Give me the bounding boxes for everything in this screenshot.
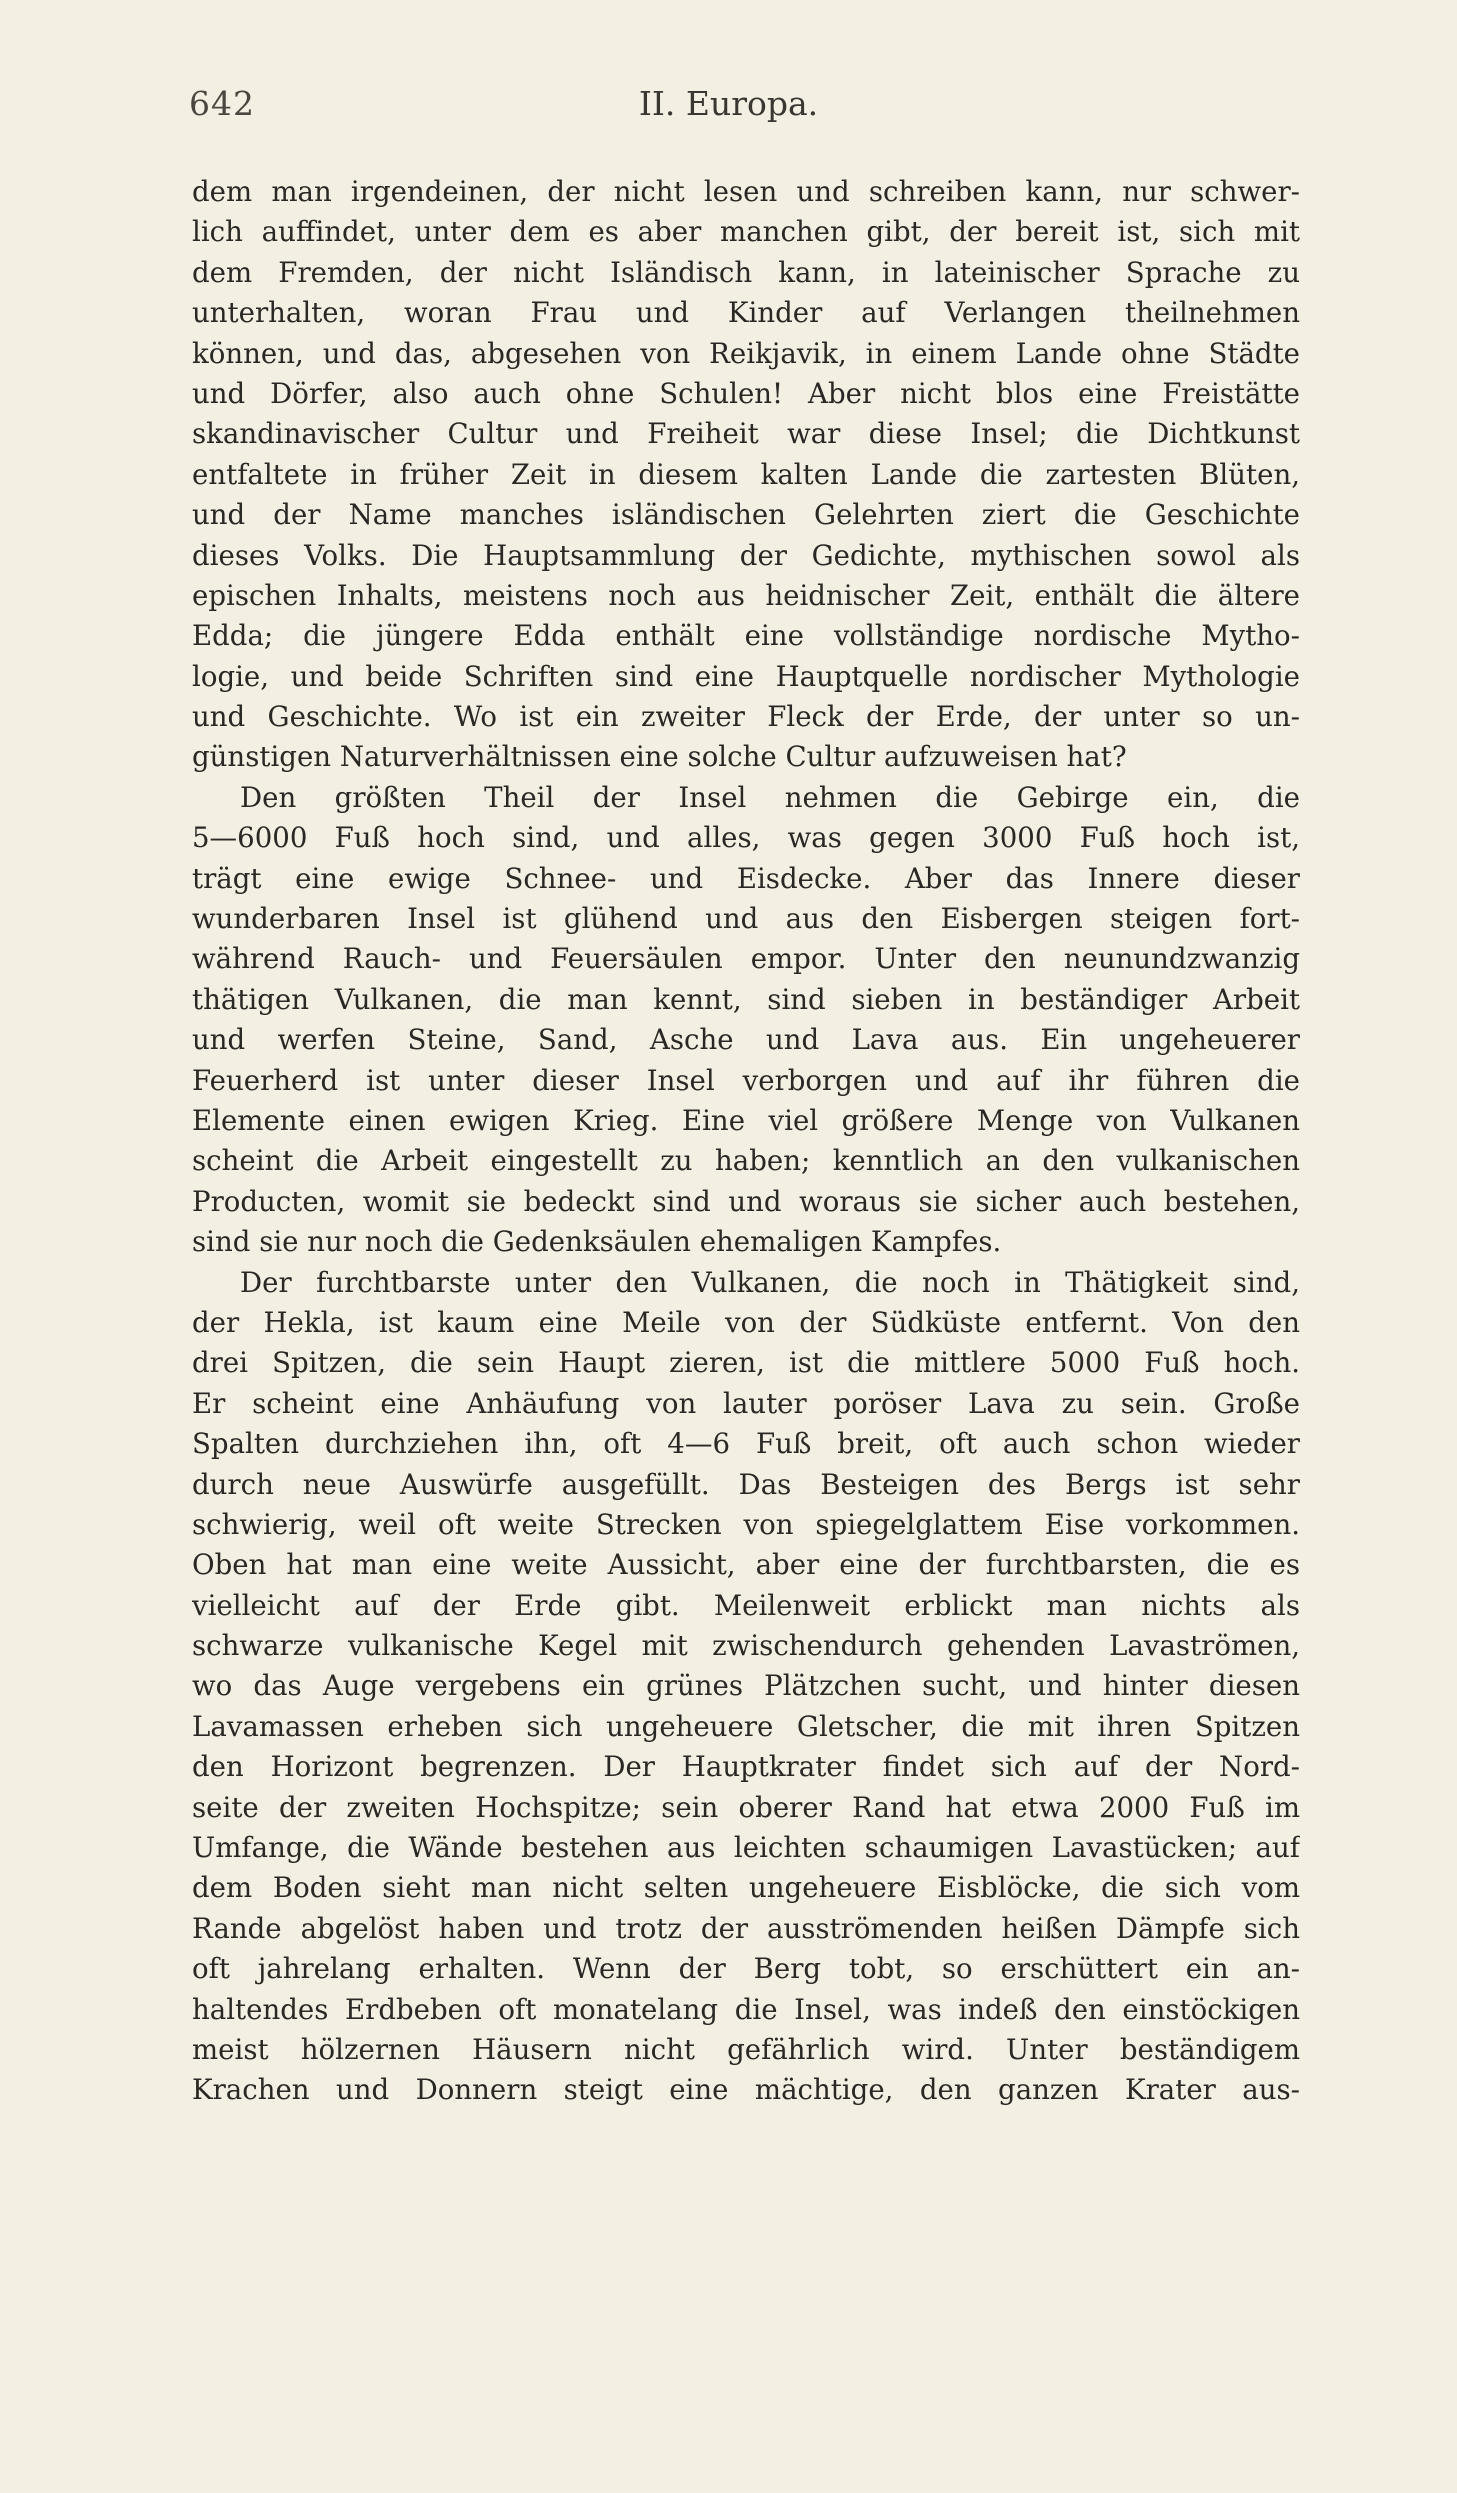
text-line: dieses Volks. Die Hauptsammlung der Gedichte, mythischen sowol als <box>192 538 1300 572</box>
text-line: Elemente einen ewigen Krieg. Eine viel größere Menge von Vulkanen <box>192 1103 1300 1137</box>
text-line: wunderbaren Insel ist glühend und aus den Eisbergen steigen fort- <box>192 902 1300 936</box>
text-line: Edda; die jüngere Edda enthält eine vollständige nordische Mytho- <box>192 619 1300 653</box>
text-line: schwarze vulkanische Kegel mit zwischendurch gehenden Lavaströmen, <box>192 1629 1300 1663</box>
text-line: haltendes Erdbeben oft monatelang die Insel, was indeß den einstöckigen <box>192 1992 1300 2026</box>
text-line: dem man irgendeinen, der nicht lesen und schreiben kann, nur schwer- <box>192 175 1300 208</box>
text-line: Oben hat man eine weite Aussicht, aber eine der furchtbarsten, die es <box>192 1548 1300 1582</box>
text-line: entfaltete in früher Zeit in diesem kalten Lande die zartesten Blüten, <box>192 457 1300 491</box>
text-line: Er scheint eine Anhäufung von lauter poröser Lava zu sein. Große <box>192 1386 1300 1420</box>
text-line: Der furchtbarste unter den Vulkanen, die noch in Thätigkeit sind, <box>240 1265 1300 1299</box>
text-line: lich auffindet, unter dem es aber manchen gibt, der bereit ist, sich mit <box>192 215 1300 249</box>
text-line: 5—6000 Fuß hoch sind, und alles, was gegen 3000 Fuß hoch ist, <box>192 821 1300 855</box>
text-line: schwierig, weil oft weite Strecken von spiegelglattem Eise vorkommen. <box>192 1507 1300 1541</box>
text-line: trägt eine ewige Schnee- und Eisdecke. Aber das Innere dieser <box>192 861 1300 895</box>
text-line: epischen Inhalts, meistens noch aus heidnischer Zeit, enthält die ältere <box>192 578 1300 612</box>
text-line: drei Spitzen, die sein Haupt zieren, ist die mittlere 5000 Fuß hoch. <box>192 1346 1300 1380</box>
running-head: II. Europa. <box>638 84 819 123</box>
body-text <box>192 172 1300 2111</box>
text-line: während Rauch- und Feuersäulen empor. Unter den neunundzwanzig <box>192 942 1300 976</box>
text-line: Producten, womit sie bedeckt sind und woraus sie sicher auch bestehen, <box>192 1184 1300 1218</box>
text-line: scheint die Arbeit eingestellt zu haben; kenntlich an den vulkanischen <box>192 1144 1300 1178</box>
text-line: Spalten durchziehen ihn, oft 4—6 Fuß breit, oft auch schon wieder <box>192 1427 1300 1461</box>
text-line: Lavamassen erheben sich ungeheuere Gletscher, die mit ihren Spitzen <box>192 1709 1300 1743</box>
text-line: und Geschichte. Wo ist ein zweiter Fleck der Erde, der unter so un- <box>192 700 1300 734</box>
text-line: Feuerherd ist unter dieser Insel verborgen und auf ihr führen die <box>192 1063 1300 1097</box>
text-line: Krachen und Donnern steigt eine mächtige, den ganzen Krater aus- <box>192 2073 1300 2107</box>
text-line: vielleicht auf der Erde gibt. Meilenweit erblickt man nichts als <box>192 1588 1300 1622</box>
text-line: meist hölzernen Häusern nicht gefährlich wird. Unter beständigem <box>192 2032 1300 2066</box>
text-line: skandinavischer Cultur und Freiheit war diese Insel; die Dichtkunst <box>192 417 1300 451</box>
text-line: können, und das, abgesehen von Reikjavik, in einem Lande ohne Städte <box>192 336 1300 370</box>
text-line: dem Fremden, der nicht Isländisch kann, in lateinischer Sprache zu <box>192 255 1300 289</box>
text-line: Rande abgelöst haben und trotz der ausströmenden heißen Dämpfe sich <box>192 1911 1300 1945</box>
text-line: und werfen Steine, Sand, Asche und Lava aus. Ein ungeheuerer <box>192 1023 1300 1057</box>
text-line: und Dörfer, also auch ohne Schulen! Aber nicht blos eine Freistätte <box>192 376 1300 410</box>
text-line: logie, und beide Schriften sind eine Hauptquelle nordischer Mythologie <box>192 659 1300 693</box>
text-line: der Hekla, ist kaum eine Meile von der Südküste entfernt. Von den <box>192 1305 1300 1339</box>
text-line: günstigen Naturverhältnissen eine solche Cultur aufzuweisen hat? <box>192 740 1127 774</box>
text-line: thätigen Vulkanen, die man kennt, sind sieben in beständiger Arbeit <box>192 982 1300 1016</box>
text-line: Den größten Theil der Insel nehmen die Gebirge ein, die <box>240 780 1300 814</box>
page-number: 642 <box>189 84 255 123</box>
text-line: seite der zweiten Hochspitze; sein oberer Rand hat etwa 2000 Fuß im <box>192 1790 1300 1824</box>
text-line: den Horizont begrenzen. Der Hauptkrater findet sich auf der Nord- <box>192 1750 1300 1784</box>
page-header <box>0 84 1457 134</box>
text-line: sind sie nur noch die Gedenksäulen ehemaligen Kampfes. <box>192 1225 1002 1259</box>
text-line: oft jahrelang erhalten. Wenn der Berg tobt, so erschüttert ein an- <box>192 1952 1300 1986</box>
text-line: wo das Auge vergebens ein grünes Plätzchen sucht, und hinter diesen <box>192 1669 1300 1703</box>
text-line: und der Name manches isländischen Gelehrten ziert die Geschichte <box>192 498 1300 532</box>
text-line: dem Boden sieht man nicht selten ungeheuere Eisblöcke, die sich vom <box>192 1871 1300 1905</box>
text-line: durch neue Auswürfe ausgefüllt. Das Besteigen des Bergs ist sehr <box>192 1467 1300 1501</box>
text-line: Umfange, die Wände bestehen aus leichten schaumigen Lavastücken; auf <box>192 1831 1300 1865</box>
text-line: unterhalten, woran Frau und Kinder auf Verlangen theilnehmen <box>192 296 1300 330</box>
